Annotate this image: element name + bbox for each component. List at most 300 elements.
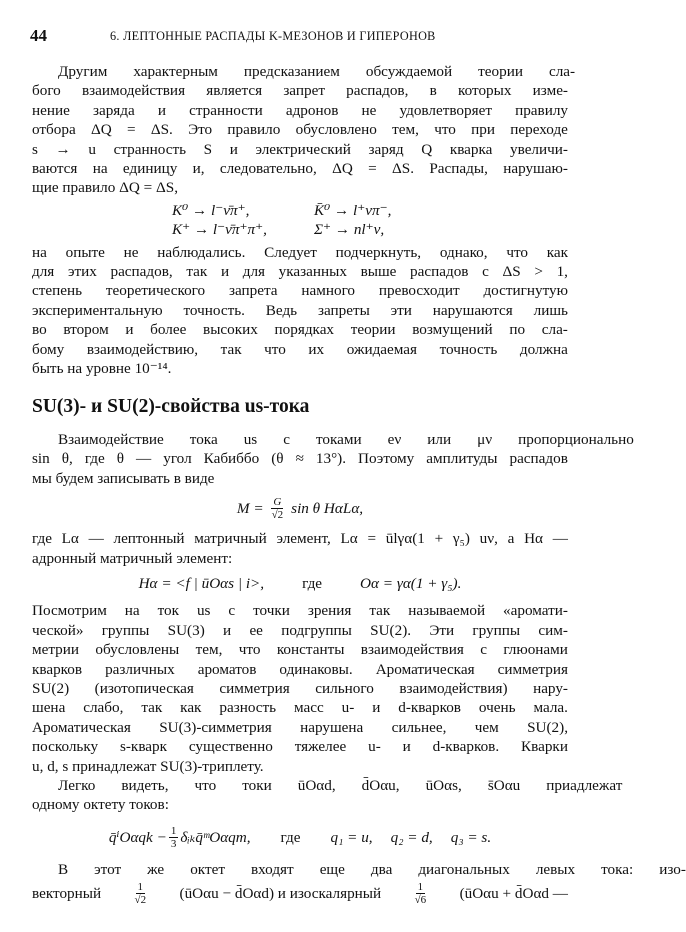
word: превосходит <box>378 282 460 300</box>
text-line-last: одному октету токов: <box>32 796 169 814</box>
text-line <box>32 737 568 756</box>
word: тока <box>189 430 218 448</box>
text-line-last: адронный матричный элемент: <box>32 549 233 567</box>
word: возмущений <box>412 321 493 339</box>
fraction-denominator: √2 <box>134 894 147 907</box>
word: обусловлено <box>295 121 377 139</box>
word: — <box>552 530 568 548</box>
word: переходе <box>510 121 568 139</box>
text-line <box>32 243 568 262</box>
word: мала. <box>533 699 568 717</box>
paragraph-7 <box>32 860 686 907</box>
word: адронов <box>285 101 339 119</box>
word: увеличи- <box>510 140 568 158</box>
page-header <box>30 26 570 46</box>
word: токи <box>242 777 272 794</box>
word: называемой <box>408 602 486 620</box>
word: точки <box>253 602 290 620</box>
text-fragment: векторный <box>32 885 102 903</box>
word: 13°). <box>315 450 347 468</box>
word: и <box>125 321 134 339</box>
word: теоретического <box>105 282 206 300</box>
equation-hadron-element <box>32 574 568 593</box>
text-line <box>32 340 568 359</box>
word: группы <box>101 621 150 639</box>
word: различных <box>105 660 175 678</box>
word: сла- <box>541 321 568 339</box>
word: Другим <box>58 63 108 80</box>
word: точность. <box>183 301 245 319</box>
word: бому <box>32 340 65 358</box>
eq-q2: q₂ = d, <box>390 828 433 846</box>
word: d-кварков. <box>432 738 500 756</box>
word: константы <box>276 641 345 659</box>
word: сла- <box>548 63 576 80</box>
decay-k0: K⁰ → l⁻ν̄π⁺, <box>172 201 250 219</box>
eq-right: Oα = γα(1 + γ₅). <box>360 574 462 592</box>
word: и <box>157 101 166 119</box>
word: с <box>480 641 487 659</box>
word: — <box>88 530 104 548</box>
fraction-numerator: G <box>273 496 282 509</box>
word: Кварки <box>521 738 568 756</box>
word: что <box>264 340 286 358</box>
word: одинаковы. <box>279 660 353 678</box>
word: взаимодействия <box>81 82 186 100</box>
word: амплитуды <box>426 450 498 468</box>
word: θ, <box>61 450 73 468</box>
eq-q3: q₃ = s. <box>450 828 492 846</box>
word: более <box>150 321 187 339</box>
word: что <box>434 121 456 139</box>
word: этих <box>67 263 97 281</box>
paragraph-3 <box>32 430 634 488</box>
word: ūlγα(1 <box>385 530 425 548</box>
word: слабо, <box>83 699 124 717</box>
word: во <box>32 321 47 339</box>
paragraph-4 <box>32 529 568 568</box>
text-line <box>32 140 568 159</box>
word: для <box>32 263 55 281</box>
word: подгруппы <box>281 621 352 639</box>
word: диагональных <box>418 860 510 878</box>
word: ΔS. <box>150 121 173 139</box>
word: симметрия <box>497 660 568 678</box>
word: приадлежат <box>546 777 623 794</box>
text-fragment: (ūOαu − d̄Oαd) и изоскалярный <box>179 885 382 903</box>
word: для <box>242 263 266 281</box>
word: правило <box>227 121 281 139</box>
word: u <box>88 140 96 158</box>
word: тока: <box>601 860 634 878</box>
word: ваются <box>32 160 78 178</box>
page-body <box>32 62 686 907</box>
word: Поэтому <box>358 450 415 468</box>
word: лептонный <box>113 530 185 548</box>
word: масс <box>294 699 324 717</box>
word: которых <box>458 82 512 100</box>
word: на <box>32 243 47 261</box>
word: Следует <box>264 243 317 261</box>
word: удовлетворяет <box>399 101 492 119</box>
word: кварков <box>32 660 83 678</box>
word: что <box>194 777 217 794</box>
fraction <box>270 496 286 521</box>
word: нарушаю- <box>503 160 568 178</box>
word: где <box>32 530 52 548</box>
text-line <box>32 449 568 468</box>
word: ток <box>157 602 180 620</box>
word: теории <box>350 321 396 339</box>
text-line <box>32 698 568 717</box>
word: нарушаются <box>432 301 513 319</box>
word: ΔQ <box>90 121 112 139</box>
word: достигнутую <box>483 282 568 300</box>
running-head: 6. ЛЕПТОННЫЕ РАСПАДЫ K-МЕЗОНОВ И ГИПЕРОНОВ <box>110 29 436 43</box>
word: В <box>58 860 69 878</box>
word: us <box>243 430 258 448</box>
word: в <box>429 82 437 100</box>
word: (изотопическая <box>94 679 194 697</box>
word: изме- <box>532 82 568 100</box>
word: кварка <box>449 140 493 158</box>
word: распадов, <box>346 82 409 100</box>
text-line <box>32 101 568 120</box>
word: SU(2), <box>527 718 568 736</box>
word: высоких <box>203 321 258 339</box>
word: изо- <box>659 860 686 878</box>
word: — <box>136 450 152 468</box>
text-line <box>32 301 568 320</box>
equation-octet <box>32 825 568 850</box>
word: → <box>55 140 71 158</box>
word: так <box>141 699 163 717</box>
word: sin <box>32 450 50 468</box>
word: или <box>427 430 452 448</box>
word: так <box>186 263 208 281</box>
fraction <box>169 825 179 850</box>
word: по <box>509 321 526 339</box>
word: запреты <box>317 301 370 319</box>
word: сильного <box>315 679 374 697</box>
word: же <box>147 860 165 878</box>
paragraph-1 <box>32 62 576 198</box>
word: Lα <box>340 530 358 548</box>
text-line <box>32 601 568 620</box>
word: ΔQ <box>332 160 353 178</box>
word: = <box>126 121 136 139</box>
word: Взаимодействие <box>58 430 164 448</box>
word: ΔS. <box>392 160 415 178</box>
word: характерным <box>133 63 218 80</box>
word: S <box>203 140 213 158</box>
word: (θ <box>271 450 284 468</box>
word: теории <box>478 63 523 80</box>
text-line <box>32 640 568 659</box>
word: «аромати- <box>503 602 568 620</box>
text-line <box>32 860 686 879</box>
word: ожидаемая <box>346 340 418 358</box>
word: не <box>123 243 139 261</box>
eq-where: где <box>302 574 323 592</box>
word: наблюдались. <box>157 243 246 261</box>
word: странности <box>189 101 263 119</box>
word: бого <box>32 82 61 100</box>
word: угол <box>163 450 192 468</box>
word: поскольку <box>32 738 99 756</box>
word: eν <box>387 430 402 448</box>
word: однако, <box>439 243 488 261</box>
fraction-numerator: 1 <box>170 824 177 837</box>
word: нарушена <box>300 718 364 736</box>
fraction-numerator: 1 <box>417 881 424 894</box>
word: втором <box>63 321 109 339</box>
word: единицу <box>122 160 178 178</box>
word: 1, <box>556 263 568 281</box>
equation-amplitude <box>32 496 568 521</box>
word: подчеркнуть, <box>335 243 422 261</box>
word: u- <box>341 699 355 717</box>
word: запрет <box>283 82 325 100</box>
paragraph-5 <box>32 601 568 776</box>
word: очень <box>478 699 516 717</box>
text-line <box>32 660 568 679</box>
word: ūOαs, <box>425 777 462 794</box>
word: шена <box>32 699 66 717</box>
paragraph-2 <box>32 243 568 379</box>
word: пропорционально <box>518 430 634 448</box>
text-line-last: u, d, s принадлежат SU(3)-триплету. <box>32 757 264 775</box>
text-line <box>32 718 568 737</box>
word: обусловлены <box>95 641 180 659</box>
word: взаимодействия <box>360 641 464 659</box>
decay-kplus: K⁺ → l⁻ν̄π⁺π⁺, <box>172 221 267 239</box>
word: Это <box>188 121 213 139</box>
word: s̄Oαu <box>487 777 521 794</box>
text-line <box>32 320 568 339</box>
word: заряд <box>368 140 404 158</box>
word: ароматов <box>197 660 257 678</box>
word: зрения <box>307 602 352 620</box>
word: электрический <box>255 140 351 158</box>
paragraph-6 <box>32 776 623 815</box>
word: тяжелее <box>294 738 347 756</box>
word: эти <box>390 301 412 319</box>
word: Ароматическая <box>375 660 475 678</box>
fraction <box>413 881 429 906</box>
word: и <box>223 621 232 639</box>
word: является <box>206 82 263 100</box>
word: разность <box>219 699 277 717</box>
word: Распады, <box>429 160 488 178</box>
word: распадов <box>410 263 469 281</box>
word: видеть, <box>121 777 169 794</box>
word: предсказанием <box>243 63 340 80</box>
fraction-numerator: 1 <box>137 881 144 894</box>
word: что <box>238 641 261 659</box>
text-fragment: (ūOαu + d̄Oαd — <box>459 885 568 903</box>
word: существенно <box>188 738 273 756</box>
word: u- <box>368 738 381 756</box>
word: обсуждаемой <box>365 63 453 80</box>
text-line <box>32 621 568 640</box>
text-line <box>32 430 634 449</box>
section-title: SU(3)- и SU(2)-свойства us-тока <box>32 395 310 417</box>
word: s-кварк <box>119 738 167 756</box>
word: опыте <box>65 243 105 261</box>
word: степень <box>32 282 83 300</box>
word: нару- <box>533 679 568 697</box>
word: ΔS <box>502 263 521 281</box>
word: так <box>220 340 242 358</box>
word: еще <box>319 860 345 878</box>
word: глюонами <box>503 641 568 659</box>
word: SU(2) <box>32 679 70 697</box>
text-line-last: щие правило ΔQ = ΔS, <box>32 179 178 197</box>
eq-where: где <box>280 828 301 846</box>
fraction-denominator: 3 <box>170 837 177 850</box>
word: распадов, <box>110 263 173 281</box>
word: us <box>196 602 211 620</box>
word: распадов <box>509 450 568 468</box>
word: с <box>283 430 290 448</box>
word: должна <box>519 340 568 358</box>
word: = <box>367 530 377 548</box>
word: и, <box>192 160 205 178</box>
text-line <box>32 262 568 281</box>
decay-k0bar: K̄⁰ → l⁺νπ⁻, <box>314 201 392 219</box>
word: указанных <box>278 263 347 281</box>
word: точность <box>439 340 498 358</box>
fraction-denominator: √2 <box>271 509 284 522</box>
word: взаимодействию, <box>86 340 199 358</box>
word: SU(3)-симметрия <box>159 718 272 736</box>
word: > <box>534 263 543 281</box>
text-line <box>32 62 576 81</box>
word: два <box>370 860 393 878</box>
word: матричный <box>194 530 267 548</box>
word: так <box>369 602 391 620</box>
word: запрета <box>228 282 278 300</box>
word: метрии <box>32 641 80 659</box>
word: элемент, <box>276 530 331 548</box>
word: Ароматическая <box>32 718 131 736</box>
word: s <box>32 140 38 158</box>
word: SU(3) <box>167 621 205 639</box>
eq-left: Hα = <f | ūOαs | i>, <box>138 574 265 592</box>
word: тем, <box>195 641 223 659</box>
word: ческой» <box>32 621 84 639</box>
text-line <box>32 529 568 548</box>
word: сим- <box>538 621 568 639</box>
word: порядках <box>274 321 335 339</box>
word: uν, <box>479 530 498 548</box>
eq-lhs: M = <box>236 499 264 517</box>
word: Ведь <box>265 301 298 319</box>
eq-rhs: δᵢₖq̄ᵐOαqm, <box>180 828 251 846</box>
word: ūOαd, <box>297 777 336 794</box>
text-line-last: мы будем записывать в виде <box>32 469 215 487</box>
text-line <box>32 159 568 178</box>
word: октет <box>190 860 225 878</box>
word: их <box>308 340 325 358</box>
word: Hα <box>524 530 543 548</box>
word: взаимодействия) <box>399 679 508 697</box>
word: отбора <box>32 121 76 139</box>
text-line <box>32 81 568 100</box>
eq-q1: q₁ = u, <box>330 828 373 846</box>
word: лишь <box>533 301 568 319</box>
word: как <box>546 243 568 261</box>
word: симметрия <box>219 679 290 697</box>
eq-rhs: sin θ HαLα, <box>291 499 364 517</box>
word: γ₅) <box>452 530 470 548</box>
word: группы <box>472 621 521 639</box>
text-line <box>32 120 568 139</box>
page-number: 44 <box>30 26 47 45</box>
word: ≈ <box>295 450 304 468</box>
word: намного <box>301 282 356 300</box>
word: на <box>92 160 108 178</box>
text-line <box>32 281 568 300</box>
word: что <box>506 243 528 261</box>
fraction <box>133 881 149 906</box>
word: заряда <box>92 101 135 119</box>
word: и <box>372 699 381 717</box>
word: при <box>471 121 496 139</box>
word: а <box>507 530 515 548</box>
text-line <box>32 776 623 795</box>
word: выше <box>360 263 397 281</box>
word: экспериментальную <box>32 301 163 319</box>
word: Эти <box>429 621 455 639</box>
word: Lα <box>61 530 79 548</box>
word: на <box>124 602 140 620</box>
word: и <box>229 140 238 158</box>
word: и <box>220 263 230 281</box>
word: тем, <box>392 121 419 139</box>
decay-sigma: Σ⁺ → nl⁺ν, <box>314 221 385 239</box>
word: ее <box>249 621 263 639</box>
word: левых <box>535 860 576 878</box>
word: с <box>482 263 489 281</box>
word: токами <box>315 430 362 448</box>
word: μν <box>477 430 493 448</box>
word: этот <box>94 860 122 878</box>
equation-decays <box>172 201 568 240</box>
word: не <box>361 101 377 119</box>
word: правилу <box>515 101 568 119</box>
text-line-last <box>32 881 568 906</box>
word: странность <box>113 140 187 158</box>
word: d-кварков <box>398 699 461 717</box>
word: θ <box>116 450 125 468</box>
word: Q <box>421 140 433 158</box>
word: и <box>402 738 411 756</box>
word: SU(2). <box>370 621 412 639</box>
text-line-last: быть на уровне 10⁻¹⁴. <box>32 360 172 378</box>
word: чем <box>474 718 499 736</box>
eq-lhs: q̄ⁱOαqk − <box>108 828 167 846</box>
word: = <box>368 160 377 178</box>
word: Кабиббо <box>203 450 260 468</box>
fraction-denominator: √6 <box>414 894 427 907</box>
word: с <box>228 602 236 620</box>
word: сильнее, <box>391 718 447 736</box>
word: Посмотрим <box>32 602 107 620</box>
word: входят <box>250 860 294 878</box>
text-line <box>32 679 568 698</box>
